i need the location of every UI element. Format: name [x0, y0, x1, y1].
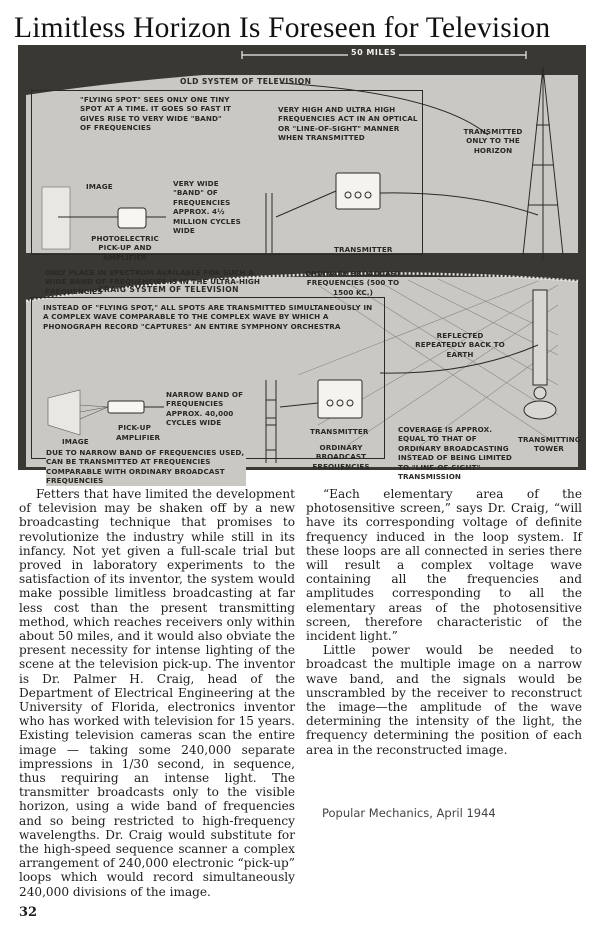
left-column — [19, 487, 295, 899]
body-paragraph: Little power would be needed to broadcast the multiple image on a narrow wave band, and the signals would be unscrambled by the receiver to reconstruct the image—the amplitude of the wave determining the intensity of the light, the frequency determining the position of each area in the reconstructed image. — [306, 643, 582, 757]
old-tower-icon — [523, 67, 563, 260]
old-pickup-label: PHOTOELECTRIC PICK-UP AND AMPLIFIER — [91, 234, 159, 262]
craig-amplifier-label: AMPLIFIER — [116, 433, 161, 442]
craig-transmitter-label: TRANSMITTER — [310, 427, 369, 436]
old-band-note: VERY WIDE "BAND" OF FREQUENCIES APPROX. 4½ MILLION CYCLES WIDE — [173, 179, 241, 236]
page-number: 32 — [19, 905, 38, 920]
body-paragraph: Fetters that have limited the development of television may be shaken off by a new broadcasting technique that promises to revolutionize the industry while still in its infancy. Not yet given a full-scale trial but proved in laboratory experiments to the satisfaction of its inventor, the system would make possible limitless broadcasting at far less cost than the present transmitting method, which reaches receivers only within about 50 miles, and it would also obviate the present necessity for intense lighting of the scene at the television pick-up. The inventor is Dr. Palmer H. Craig, head of the Department of Electrical Engineering at the University of Florida, electronics inventor who has worked with television for 15 years. Existing television cameras scan the entire image — taking some 240,000 separate impressions in 1/30 second, in sequence, thus requiring an intense light. The transmitter broadcasts only to the visible horizon, using a wide band of frequencies and so being restricted to high-frequency wavelengths. Dr. Craig would substitute for the high-speed sequence scanner a complex arrangement of 240,000 electronic “pick-up” loops which would record simultaneously 240,000 divisions of the image. — [19, 487, 295, 899]
article-title: Limitless Horizon Is Foreseen for Television — [14, 12, 551, 44]
body-paragraph: “Each elementary area of the photosensitive screen,” says Dr. Craig, “will have its corresponding voltage of definite frequency induced in the loop system. If these loops are all connected in series there will result a complex voltage wave containing all the frequencies and amplitudes corresponding to all the elementary areas of the photosensitive screen, therefore characteristic of the incident light.” — [306, 487, 582, 644]
old-spectrum-note: ONLY PLACE IN SPECTRUM AVAILABLE FOR SUCH A WIDE BAND OF FREQUENCIES IS IN THE ULTRA-HIGH FREQUENCIES — [45, 268, 260, 296]
right-column — [306, 487, 582, 757]
old-flying-spot-note: "FLYING SPOT" SEES ONLY ONE TINY SPOT AT A TIME. IT GOES SO FAST IT GIVES RISE TO VERY WIDE "BAND" OF FREQUENCIES — [80, 95, 231, 133]
craig-image-label: IMAGE — [62, 437, 89, 446]
craig-narrow-note: DUE TO NARROW BAND OF FREQUENCIES USED, CAN BE TRANSMITTED AT FREQUENCIES COMPARABLE WITH ORDINARY BROADCAST FREQUENCIES — [46, 448, 245, 486]
craig-system-heading: CRAIG SYSTEM OF TELEVISION — [98, 285, 239, 294]
old-system-heading: OLD SYSTEM OF TELEVISION — [180, 77, 312, 86]
craig-intro-note: INSTEAD OF "FLYING SPOT," ALL SPOTS ARE TRANSMITTED SIMULTANEOUSLY IN A COMPLEX WAVE COMPARABLE TO THE COMPLEX WAVE BY WHICH A PHONOGRAPH RECORD "CAPTURES" AN ENTIRE SYMPHONY ORCHESTRA — [43, 303, 373, 331]
old-horizon-note: TRANSMITTED ONLY TO THE HORIZON — [463, 127, 523, 155]
old-sky-arc — [26, 45, 578, 95]
craig-coverage-note: COVERAGE IS APPROX. EQUAL TO THAT OF ORDINARY BROADCASTING INSTEAD OF BEING LIMITED TO "LINE-OF-SIGHT" TRANSMISSION — [398, 425, 512, 482]
craig-pickup-label: PICK-UP — [118, 423, 151, 432]
distance-label: 50 MILES — [348, 48, 399, 57]
craig-broadcast-note: ORDINARY BROADCAST FREQUENCIES — [312, 443, 370, 471]
old-broadcast-note: ORDINARY BROADCAST FREQUENCIES (500 TO 1500 KC.) — [305, 269, 401, 297]
old-transmitter-label: TRANSMITTER — [334, 245, 393, 254]
illustration — [18, 45, 586, 486]
old-image-label: IMAGE — [86, 182, 113, 191]
craig-tower-label: TRANSMITTING TOWER — [518, 435, 581, 454]
craig-reflected-note: REFLECTED REPEATEDLY BACK TO EARTH — [415, 331, 505, 359]
old-vhf-note: VERY HIGH AND ULTRA HIGH FREQUENCIES ACT IN AN OPTICAL OR "LINE-OF-SIGHT" MANNER WHEN TRANSMITTED — [278, 105, 418, 143]
source-credit: Popular Mechanics, April 1944 — [322, 806, 496, 820]
craig-band-note: NARROW BAND OF FREQUENCIES APPROX. 40,000 CYCLES WIDE — [166, 390, 244, 428]
